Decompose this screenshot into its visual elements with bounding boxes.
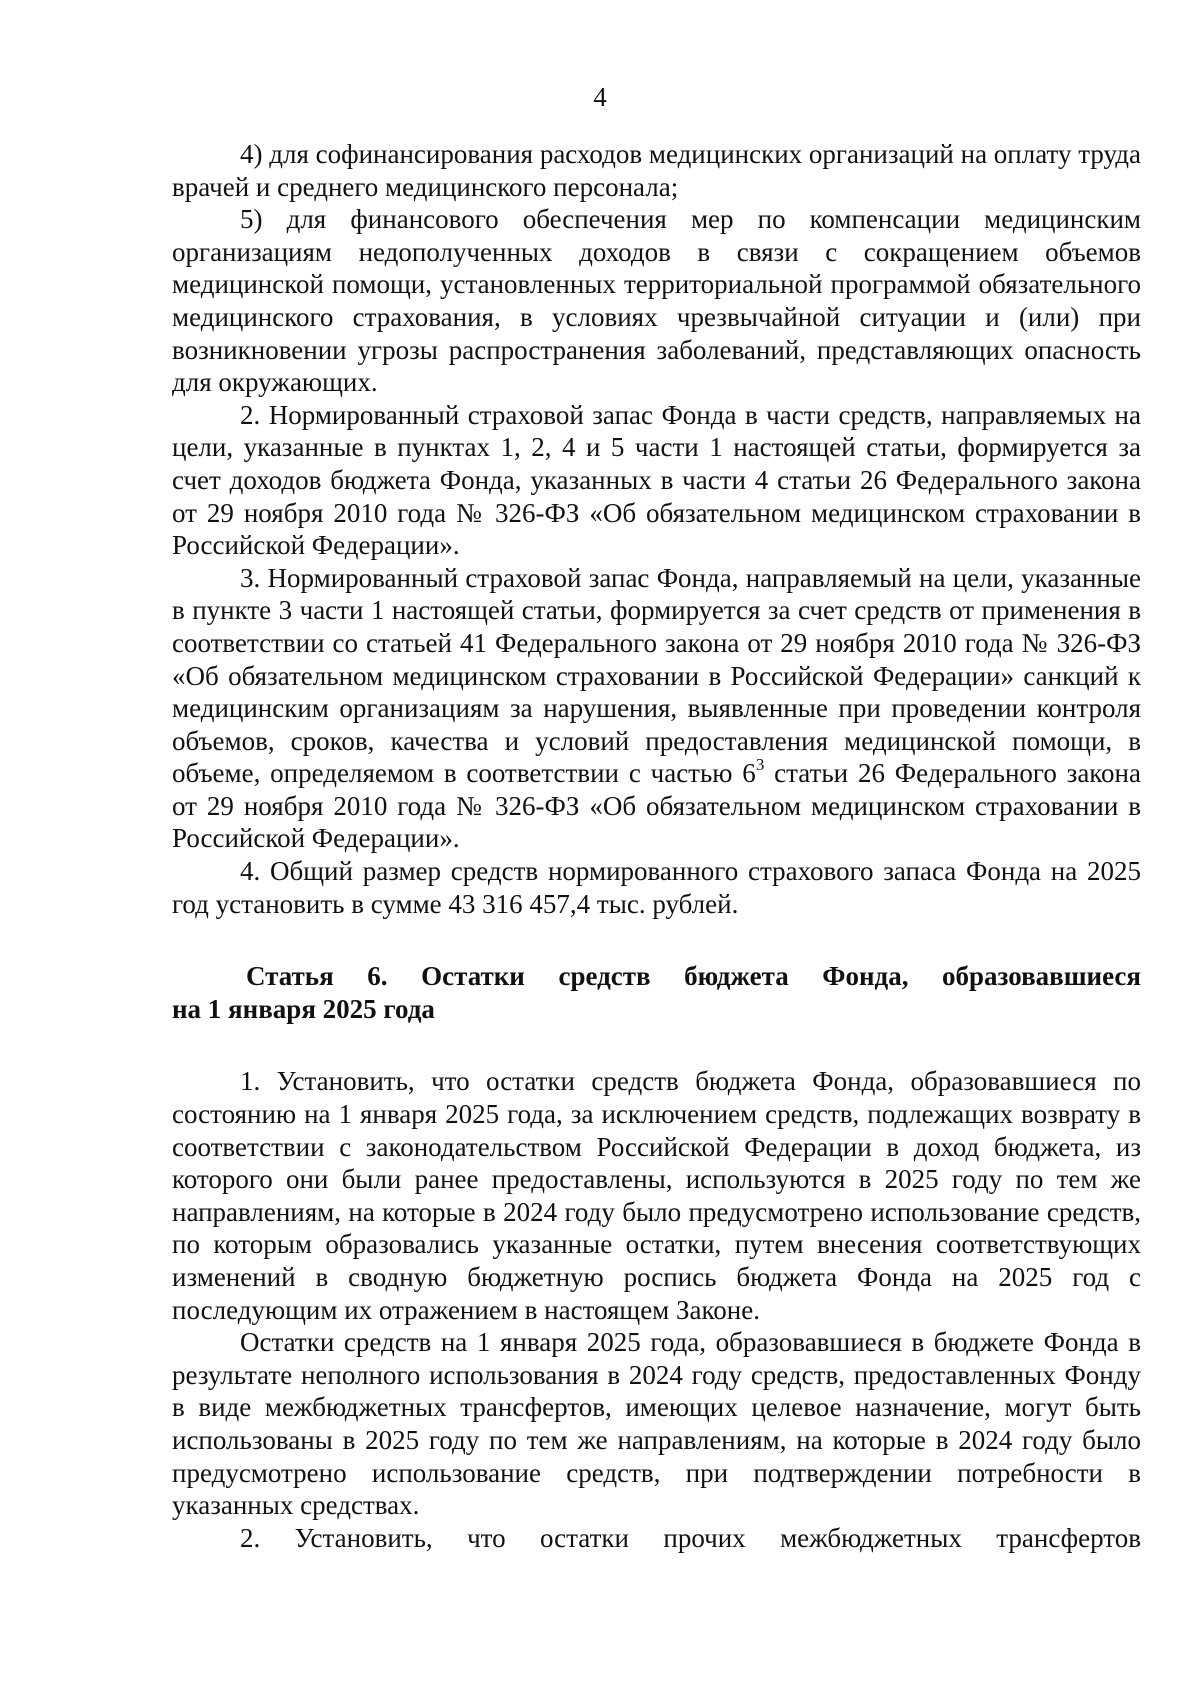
article-6-heading: [172, 960, 1141, 1025]
paragraph-part-3: [172, 562, 1141, 855]
paragraph-article-6-residuals: Остатки средств на 1 января 2025 года, образовавшиеся в бюджете Фонда в результате неполного использования в 2024 году средств, предоставленных Фонду в виде межбюджетных трансфертов, имеющих целевое назначение, могут быть использованы в 2025 году по тем же направлениям, на которые в 2024 году было предусмотрено использование средств, при подтверждении потребности в указанных средствах.: [172, 1327, 1141, 1521]
paragraph-part-4: 4. Общий размер средств нормированного страхового запаса Фонда на 2025 год установить в сумме 43 316 457,4 тыс. рублей.: [172, 856, 1141, 919]
paragraph-item-4: 4) для софинансирования расходов медицинских организаций на оплату труда врачей и среднего медицинского персонала;: [172, 139, 1141, 202]
article-6-heading-line-2: на 1 января 2025 года: [172, 993, 435, 1024]
paragraph-item-5: 5) для финансового обеспечения мер по компенсации медицинским организациям недополученных доходов в связи с сокращением объемов медицинской помощи, установленных территориальной программой обязательного медицинского страхования, в условиях чрезвычайной ситуации и (или) при возникновении угрозы распространения заболеваний, представляющих опасность для окружающих.: [172, 204, 1141, 398]
article-6-heading-line-1: Статья 6. Остатки средств бюджета Фонда, образовавшиеся: [246, 961, 1141, 992]
part-3-text: 3. Нормированный страховой запас Фонда, направляемый на цели, указанные в пункте 3 части 1 настоящей статьи, формируется за счет средств от применения в соответствии со статьей 41 Федерального закона от 29 ноября 2010 года № 326-ФЗ «Об обязательном медицинском страховании в Российской Федерации» санкций к медицинским организациям за нарушения, выявленные при проведении контроля объемов, сроков, качества и условий предоставления медицинской помощи, в объеме, определяемом в соответствии с частью 6: [172, 562, 1141, 789]
paragraph-article-6-part-1: 1. Установить, что остатки средств бюджета Фонда, образовавшиеся по состоянию на 1 января 2025 года, за исключением средств, подлежащих возврату в соответствии с законодательством Российской Федерации в доход бюджета, из которого они были ранее предоставлены, используются в 2025 году по тем же направлениям, на которые в 2024 году было предусмотрено использование средств, по которым образовались указанные остатки, путем внесения соответствующих изменений в сводную бюджетную роспись бюджета Фонда на 2025 год с последующим их отражением в настоящем Законе.: [172, 1066, 1141, 1325]
page-number: 4: [593, 82, 607, 112]
paragraph-article-6-part-2: 2. Установить, что остатки прочих межбюджетных трансфертов: [240, 1522, 1141, 1553]
part-3-text-continued: статьи 26 Федерального закона от 29 ноября 2010 года № 326-ФЗ «Об обязательном медицинском страховании в Российской Федерации».: [172, 758, 1141, 854]
document-body: [172, 138, 1141, 1554]
part-3-superscript: 3: [755, 755, 765, 775]
paragraph-part-2: 2. Нормированный страховой запас Фонда в части средств, направляемых на цели, указанные в пунктах 1, 2, 4 и 5 части 1 настоящей статьи, формируется за счет доходов бюджета Фонда, указанных в части 4 статьи 26 Федерального закона от 29 ноября 2010 года № 326-ФЗ «Об обязательном медицинском страховании в Российской Федерации».: [172, 399, 1141, 561]
